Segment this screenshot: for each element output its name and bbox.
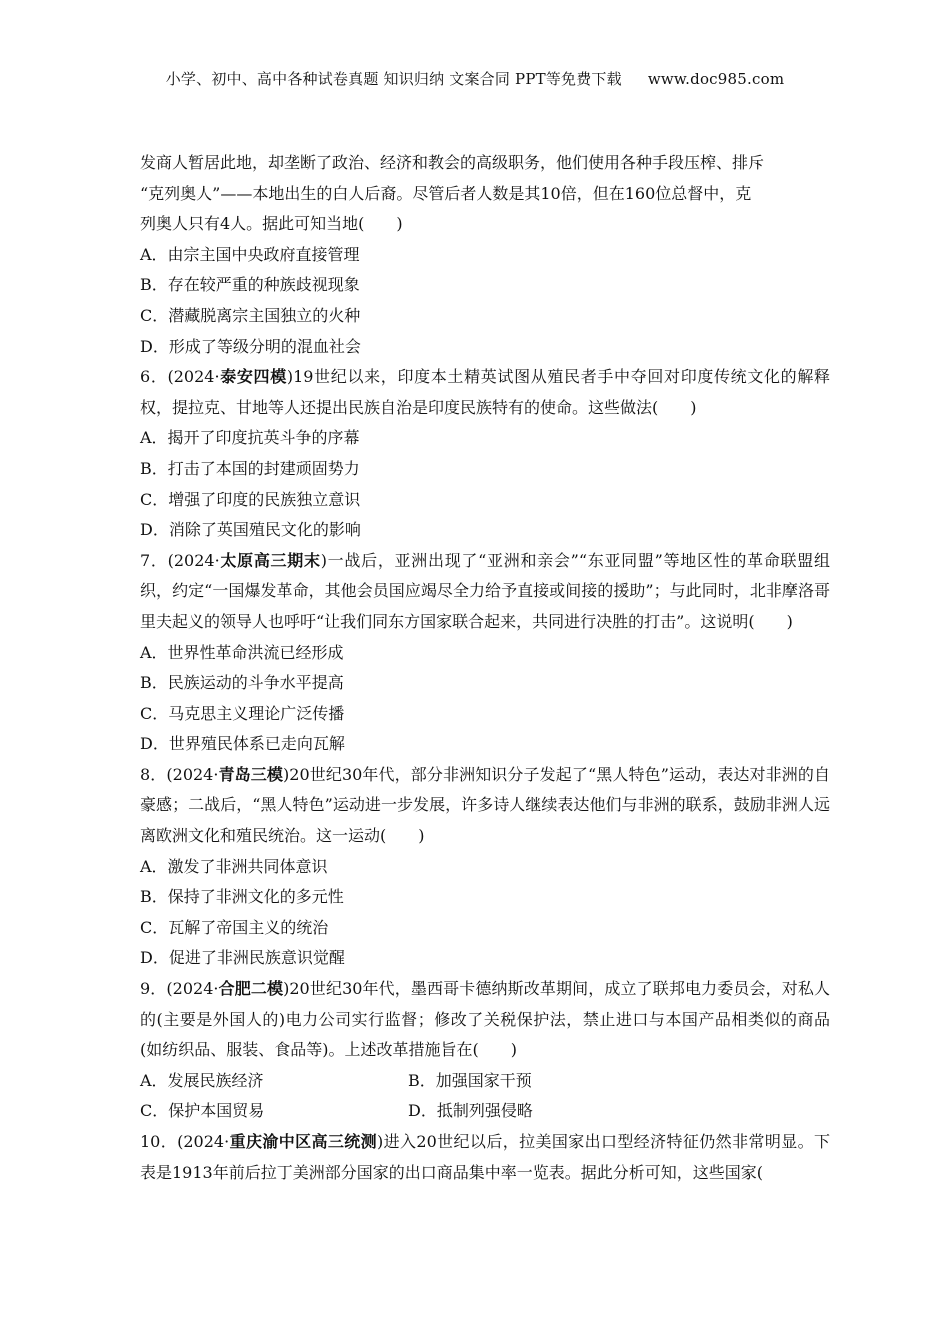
question-9-stem: [140, 974, 830, 1066]
question-5-option-d: D．形成了等级分明的混血社会: [140, 336, 361, 356]
question-9-option-b: B．加强国家干预: [408, 1070, 532, 1090]
question-6-text: )19世纪以来，印度本土精英试图从殖民者手中夺回对印度传统文化的解释权，提拉克、甘地等人还提出民族自治是印度民族特有的使命。这些做法( ): [140, 367, 830, 417]
header-site-description: 小学、初中、高中各种试卷真题 知识归纳 文案合同 PPT等免费下载: [165, 70, 622, 88]
question-6-option-a: A．揭开了印度抗英斗争的序幕: [140, 428, 360, 448]
question-6: [140, 362, 830, 546]
question-7-option-d: D．世界殖民体系已走向瓦解: [140, 734, 345, 754]
question-5-option-c: C．潜藏脱离宗主国独立的火种: [140, 305, 361, 325]
header-site-url: www.doc985.com: [647, 70, 785, 88]
question-10-stem: [140, 1127, 830, 1188]
question-9-option-c: C．保护本国贸易: [140, 1101, 265, 1121]
question-6-number: 6．(2024·: [140, 367, 220, 387]
question-10-number: 10．(2024·: [140, 1132, 230, 1151]
question-9-options-row-1: [140, 1066, 830, 1097]
question-5-line-2: “克列奥人”——本地出生的白人后裔。尽管后者人数是其10倍，但在160位总督中，克: [140, 183, 752, 203]
question-8-source: 青岛三模: [218, 764, 284, 784]
question-9-option-a: A．发展民族经济: [140, 1070, 264, 1090]
question-8-option-b: B．保持了非洲文化的多元性: [140, 887, 344, 907]
question-9-number: 9．(2024·: [140, 979, 219, 999]
question-9-text: )20世纪30年代，墨西哥卡德纳斯改革期间，成立了联邦电力委员会，对私人的(主要是外国人的)电力公司实行监督；修改了关税保护法，禁止进口与本国产品相类似的商品(如纺织品、服装、食品等)。上述改革措施旨在( ): [140, 979, 830, 1060]
question-8-option-c: C．瓦解了帝国主义的统治: [140, 917, 329, 937]
question-5: [140, 148, 830, 362]
page-header: [0, 68, 950, 89]
question-8-number: 8．(2024·: [140, 764, 219, 784]
question-8-option-d: D．促进了非洲民族意识觉醒: [140, 948, 345, 968]
question-5-option-b: B．存在较严重的种族歧视现象: [140, 275, 360, 295]
question-7-source: 太原高三期末: [219, 550, 321, 570]
question-5-line-1: 发商人暂居此地，却垄断了政治、经济和教会的高级职务，他们使用各种手段压榨、排斥: [140, 153, 765, 172]
question-7-number: 7．(2024·: [140, 550, 220, 570]
question-5-line-3: 列奥人只有4人。据此可知当地( ): [140, 214, 403, 234]
question-7-option-b: B．民族运动的斗争水平提高: [140, 673, 344, 693]
question-9-options-row-2: [140, 1096, 830, 1127]
question-6-option-d: D．消除了英国殖民文化的影响: [140, 520, 361, 540]
question-9-source: 合肥二模: [218, 979, 284, 999]
question-8-option-a: A．激发了非洲共同体意识: [140, 856, 328, 876]
question-10-text: )进入20世纪以后，拉美国家出口型经济特征仍然非常明显。下表是1913年前后拉丁美洲部分国家的出口商品集中率一览表。据此分析可知，这些国家(: [140, 1132, 830, 1182]
question-6-option-c: C．增强了印度的民族独立意识: [140, 489, 361, 509]
question-8: [140, 760, 830, 974]
question-6-source: 泰安四模: [219, 367, 287, 387]
question-10-source: 重庆渝中区高三统测: [229, 1132, 378, 1151]
question-7-text: )一战后，亚洲出现了“亚洲和亲会”“东亚同盟”等地区性的革命联盟组织，约定“一国爆发革命，其他会员国应竭尽全力给予直接或间接的援助”；与此同时，北非摩洛哥里夫起义的领导人也呼吁“让我们同东方国家联合起来，共同进行决胜的打击”。这说明( ): [140, 550, 830, 631]
question-9: [140, 974, 830, 1127]
question-7-stem: [140, 546, 830, 638]
question-8-stem: [140, 760, 830, 852]
question-7: [140, 546, 830, 760]
question-7-option-c: C．马克思主义理论广泛传播: [140, 703, 345, 723]
question-10: [140, 1127, 830, 1188]
question-6-option-b: B．打击了本国的封建顽固势力: [140, 458, 360, 478]
question-9-option-d: D．抵制列强侵略: [408, 1101, 533, 1121]
question-7-option-a: A．世界性革命洪流已经形成: [140, 642, 344, 662]
question-content: [140, 148, 830, 1188]
question-5-option-a: A．由宗主国中央政府直接管理: [140, 244, 360, 264]
question-6-stem: [140, 362, 830, 423]
question-8-text: )20世纪30年代，部分非洲知识分子发起了“黑人特色”运动，表达对非洲的自豪感；二战后，“黑人特色”运动进一步发展，许多诗人继续表达他们与非洲的联系，鼓励非洲人远离欧洲文化和殖民统治。这一运动( ): [140, 764, 830, 846]
